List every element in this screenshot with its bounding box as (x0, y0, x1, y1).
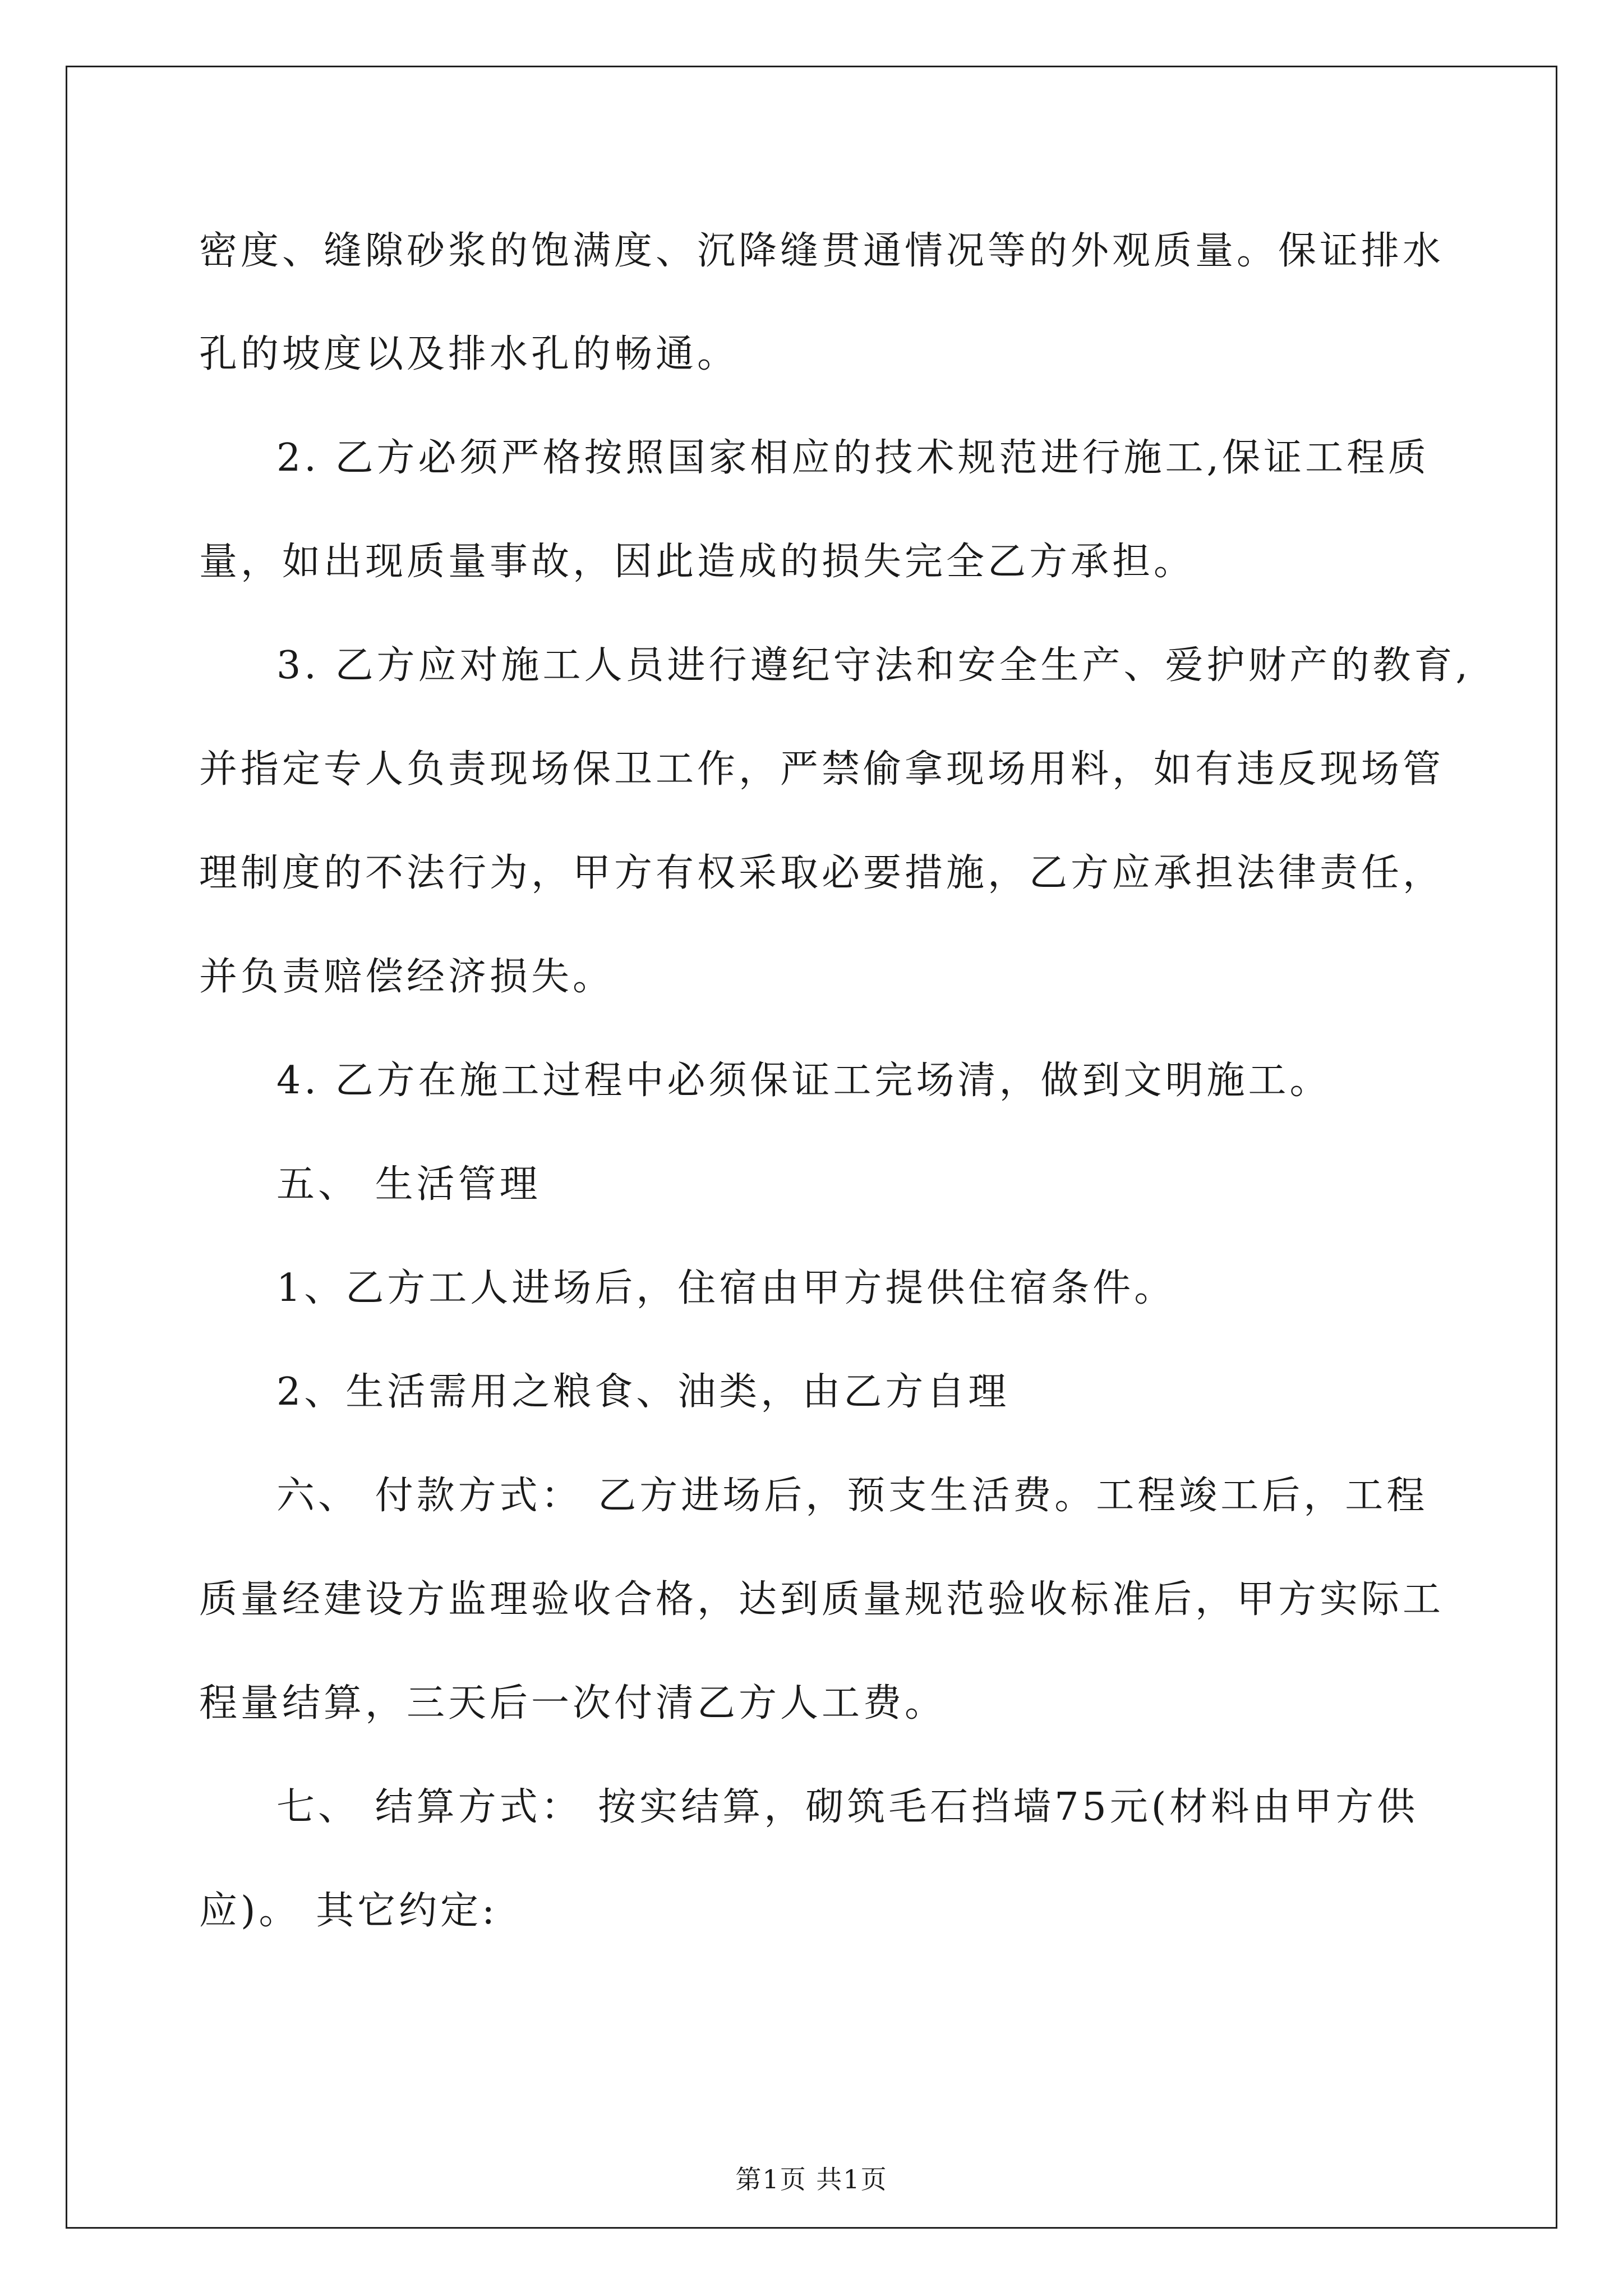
body-text-line: 质量经建设方监理验收合格，达到质量规范验收标准后，甲方实际工 (199, 1577, 1445, 1622)
body-text-line: 量，如出现质量事故，因此造成的损失完全乙方承担。 (199, 540, 1196, 584)
section-heading-6: 六、 付款方式： 乙方进场后，预支生活费。工程竣工后，工程 (276, 1474, 1428, 1518)
body-text-line: 应)。 其它约定: (199, 1889, 499, 1933)
section-heading-5: 五、 生活管理 (276, 1162, 541, 1207)
body-text-line: 程量结算，三天后一次付清乙方人工费。 (199, 1681, 947, 1726)
body-text-line: 并负责赔偿经济损失。 (199, 955, 615, 999)
paragraph-item-4: 4. 乙方在施工过程中必须保证工完场清，做到文明施工。 (276, 1059, 1331, 1103)
paragraph-item-3: 3. 乙方应对施工人员进行遵纪守法和安全生产、爱护财产的教育, (276, 643, 1472, 688)
body-text-line: 并指定专人负责现场保卫工作，严禁偷拿现场用料，如有违反现场管 (199, 747, 1445, 792)
body-text-line: 密度、缝隙砂浆的饱满度、沉降缝贯通情况等的外观质量。保证排水 (199, 229, 1445, 273)
list-item-1: 1、乙方工人进场后，住宿由甲方提供住宿条件。 (276, 1266, 1176, 1310)
body-text-line: 孔的坡度以及排水孔的畅通。 (199, 332, 739, 376)
paragraph-item-2: 2. 乙方必须严格按照国家相应的技术规范进行施工,保证工程质 (276, 436, 1430, 480)
section-heading-7: 七、 结算方式： 按实结算，砌筑毛石挡墙75元(材料由甲方供 (276, 1785, 1419, 1829)
page-footer: 第1页 共1页 (735, 2164, 888, 2194)
list-item-2: 2、生活需用之粮食、油类，由乙方自理 (276, 1370, 1010, 1414)
body-text-line: 理制度的不法行为，甲方有权采取必要措施，乙方应承担法律责任， (199, 851, 1445, 895)
